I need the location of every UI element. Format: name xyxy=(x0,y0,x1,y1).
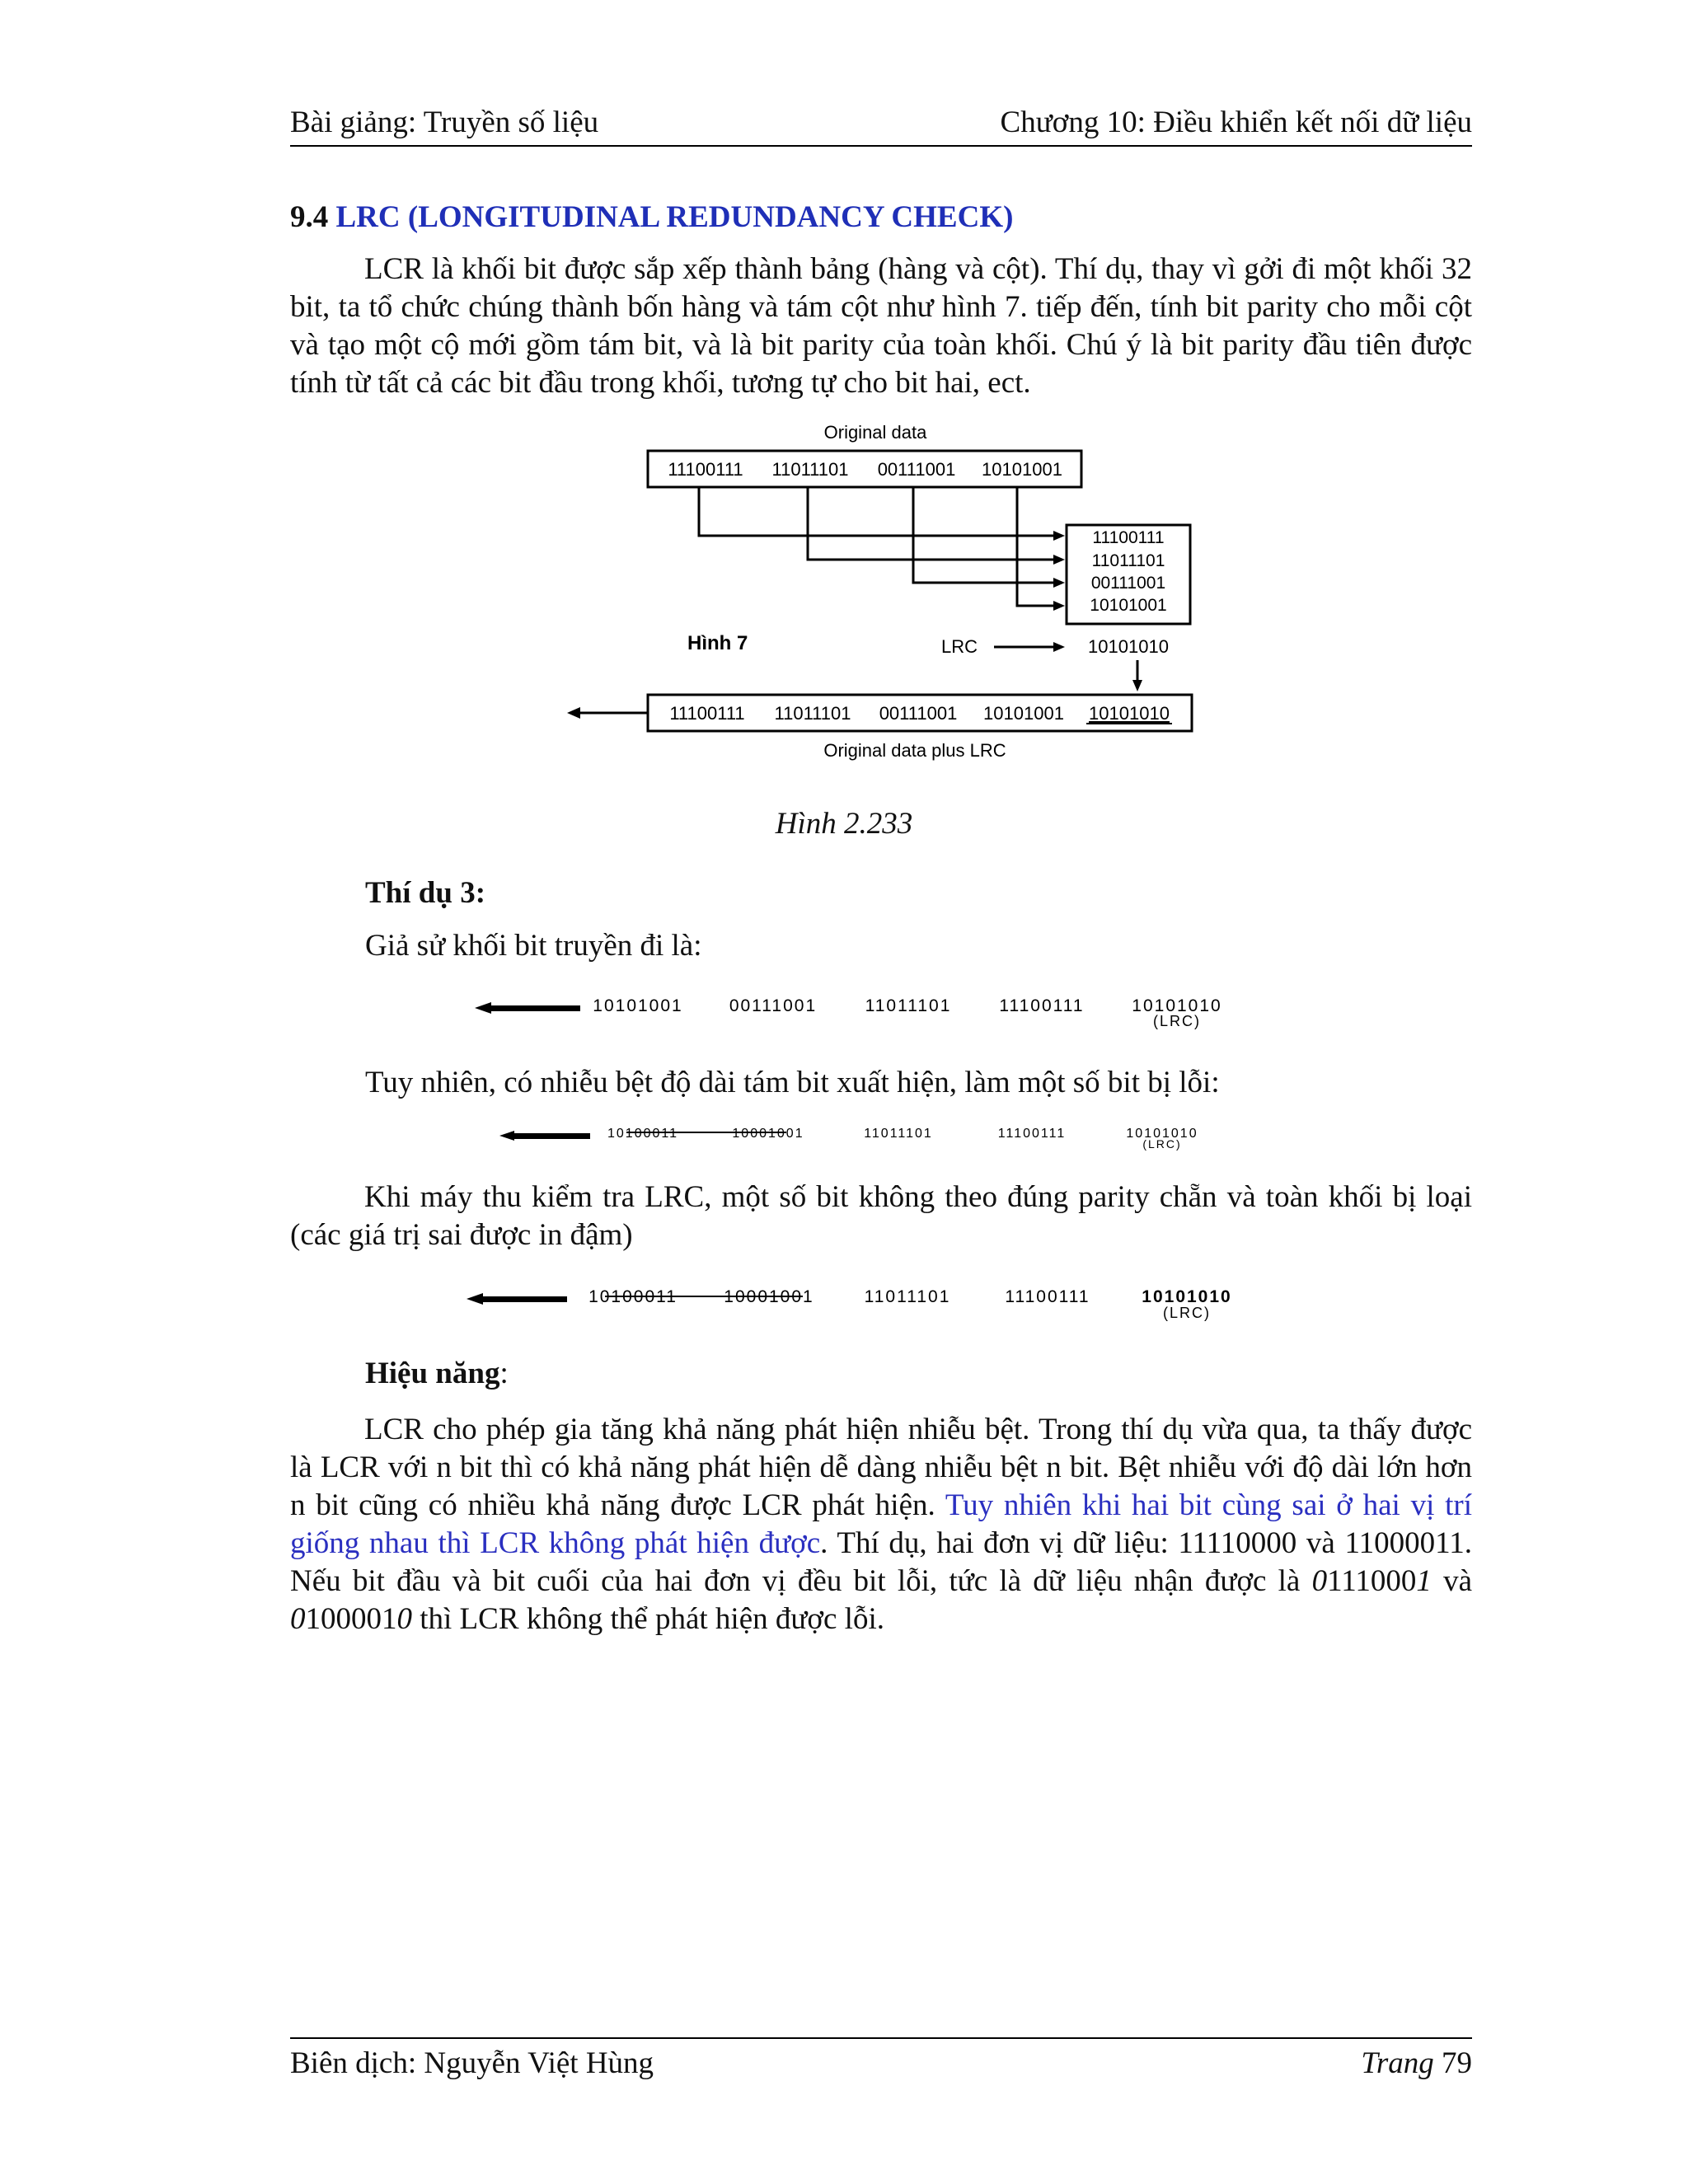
figure-top-label: Original data xyxy=(823,422,927,443)
page-header xyxy=(290,97,1472,147)
stream-2-arrow-bar xyxy=(511,1133,590,1139)
perf-and: và xyxy=(1431,1564,1472,1598)
perf-part-1: LCR cho phép gia tăng khả năng phát hiện nhiễu bệt. Trong thí dụ vừa qua, ta thấy được là LCR với n bit thì có khả năng phát hiện dễ dàng nhiễu bệt n bit. Bệt nhiễu với độ dài lớn hơn n bit cũng có nhiều khả năng được LCR phát hiện. xyxy=(290,1413,1472,1522)
orig-byte-3: 00111001 xyxy=(877,459,956,480)
code1-middle: 111000 xyxy=(1327,1564,1417,1598)
stream-1-byte-3: 11011101 xyxy=(865,996,952,1015)
stream-3-lrc-tag: (LRC) xyxy=(1163,1305,1211,1321)
figure-tag: Hình 7 xyxy=(687,632,748,654)
stream-2-byte-5: 10101010 xyxy=(1126,1127,1198,1141)
stream-2-byte-1: 10100011 xyxy=(607,1127,678,1141)
perf-paragraph xyxy=(290,1411,1472,1638)
bit-stream-3 xyxy=(462,1282,1253,1323)
stream-3-byte-3: 11011101 xyxy=(864,1287,951,1306)
stacked-row-1: 11100111 xyxy=(1092,528,1165,547)
perf-colon: : xyxy=(499,1357,509,1390)
section-heading xyxy=(290,199,1013,235)
perf-heading xyxy=(365,1356,509,1391)
out-byte-2: 11011101 xyxy=(774,703,851,724)
footer-page-word: Trang xyxy=(1361,2046,1434,2080)
bit-stream-2 xyxy=(495,1121,1236,1157)
stacked-row-2: 11011101 xyxy=(1091,551,1165,570)
intro-paragraph: LCR là khối bit được sắp xếp thành bảng (hàng và cột). Thí dụ, thay vì gởi đi một khối 32 bit, ta tổ chức chúng thành bốn hàng và tám cột như hình 7. tiếp đến, tính bit parity cho mỗi cột và tạo một cộ mới gồm tám bit, và là bit parity của toàn khối. Chú ý là bit parity đầu tiên được tính từ tất cả các bit đầu trong khối, tương tự cho bit hai, ect. xyxy=(290,252,1472,400)
perf-part-2: . Thí dụ, hai đơn vị dữ liệu: 11110000 và 11000011. Nếu bit đầu và bit cuối của hai đơn vị đều bit lỗi, tức là dữ liệu nhận được là xyxy=(290,1526,1472,1598)
footer-page-number: 79 xyxy=(1442,2046,1472,2080)
stream-2-byte-3: 11011101 xyxy=(864,1127,933,1141)
lrc-arrow-head xyxy=(1053,642,1065,652)
out-byte-4: 10101001 xyxy=(983,703,1064,724)
footer-left: Biên dịch: Nguyễn Việt Hùng xyxy=(290,2046,654,2080)
code2-first-bit: 0 xyxy=(290,1602,306,1636)
stream-2-byte-4: 11100111 xyxy=(997,1127,1067,1141)
lrc-value: 10101010 xyxy=(1088,636,1169,657)
stream-1-byte-4: 11100111 xyxy=(999,996,1085,1015)
footer-page xyxy=(1361,2046,1472,2081)
stream-3-byte-1: 10100011 xyxy=(588,1287,678,1306)
connector-lines xyxy=(699,487,1055,606)
out-byte-3: 00111001 xyxy=(879,703,958,724)
stream-3-byte-4: 11100111 xyxy=(1005,1287,1090,1306)
stacked-row-4: 10101001 xyxy=(1090,596,1167,615)
stream-1-arrow-bar xyxy=(488,1005,580,1011)
header-right: Chương 10: Điều khiển kết nối dữ liệu xyxy=(1000,105,1472,139)
stream-2-lrc-tag: (LRC) xyxy=(1142,1137,1182,1151)
stream-1-arrow-head xyxy=(475,1002,491,1014)
figure-bottom-label: Original data plus LRC xyxy=(823,740,1006,761)
code2-middle: 100001 xyxy=(305,1602,397,1636)
stream-3-arrow-bar xyxy=(480,1296,567,1302)
bit-stream-1 xyxy=(470,989,1253,1030)
page-footer xyxy=(290,2037,1472,2081)
stream-2-arrow-head xyxy=(499,1131,514,1141)
section-title: LRC (LONGITUDINAL REDUNDANCY CHECK) xyxy=(335,200,1014,234)
orig-byte-2: 11011101 xyxy=(771,459,849,480)
down-arrow-head xyxy=(1132,680,1142,691)
out-byte-lrc: 10101010 xyxy=(1089,703,1170,724)
perf-highlight: Tuy nhiên khi hai bit cùng sai ở hai vị trí giống nhau thì LCR không phát hiện được xyxy=(290,1488,1473,1560)
header-left: Bài giảng: Truyền số liệu xyxy=(290,105,599,139)
stream-1-lrc-tag: (LRC) xyxy=(1153,1013,1201,1029)
figure-caption: Hình 2.233 xyxy=(775,807,913,841)
connector-arrowheads xyxy=(1053,531,1065,611)
example-title: Thí dụ 3: xyxy=(365,876,486,910)
perf-part-3: thì LCR không thể phát hiện được lỗi. xyxy=(412,1602,884,1636)
stream-3-byte-5: 10101010 xyxy=(1142,1287,1232,1306)
output-arrow-head xyxy=(567,707,580,719)
lrc-label: LRC xyxy=(941,636,978,657)
orig-byte-4: 10101001 xyxy=(982,459,1062,480)
stream-1-byte-1: 10101001 xyxy=(593,996,683,1015)
stream-2-byte-2: 10001001 xyxy=(732,1127,804,1141)
stacked-row-3: 00111001 xyxy=(1090,574,1166,593)
stream-1-byte-2: 00111001 xyxy=(729,996,818,1015)
out-byte-1: 11100111 xyxy=(669,703,745,724)
orig-byte-1: 11100111 xyxy=(668,459,743,480)
lrc-figure xyxy=(560,416,1220,779)
section-number: 9.4 xyxy=(290,200,329,234)
stream-3-arrow-head xyxy=(467,1293,483,1305)
noise-line: Tuy nhiên, có nhiễu bệt độ dài tám bit xuất hiện, làm một số bit bị lỗi: xyxy=(365,1066,1220,1099)
stream-3-byte-2: 10001001 xyxy=(724,1287,814,1306)
example-line: Giả sử khối bit truyền đi là: xyxy=(365,929,702,963)
code1-first-bit: 0 xyxy=(1311,1564,1328,1598)
code2-last-bit: 0 xyxy=(396,1602,412,1636)
receiver-paragraph: Khi máy thu kiểm tra LRC, một số bit không theo đúng parity chẵn và toàn khối bị loại (các giá trị sai được in đậm) xyxy=(290,1180,1472,1252)
stream-1-byte-5: 10101010 xyxy=(1132,996,1222,1015)
code1-last-bit: 1 xyxy=(1416,1564,1432,1598)
perf-title: Hiệu năng xyxy=(365,1357,500,1390)
